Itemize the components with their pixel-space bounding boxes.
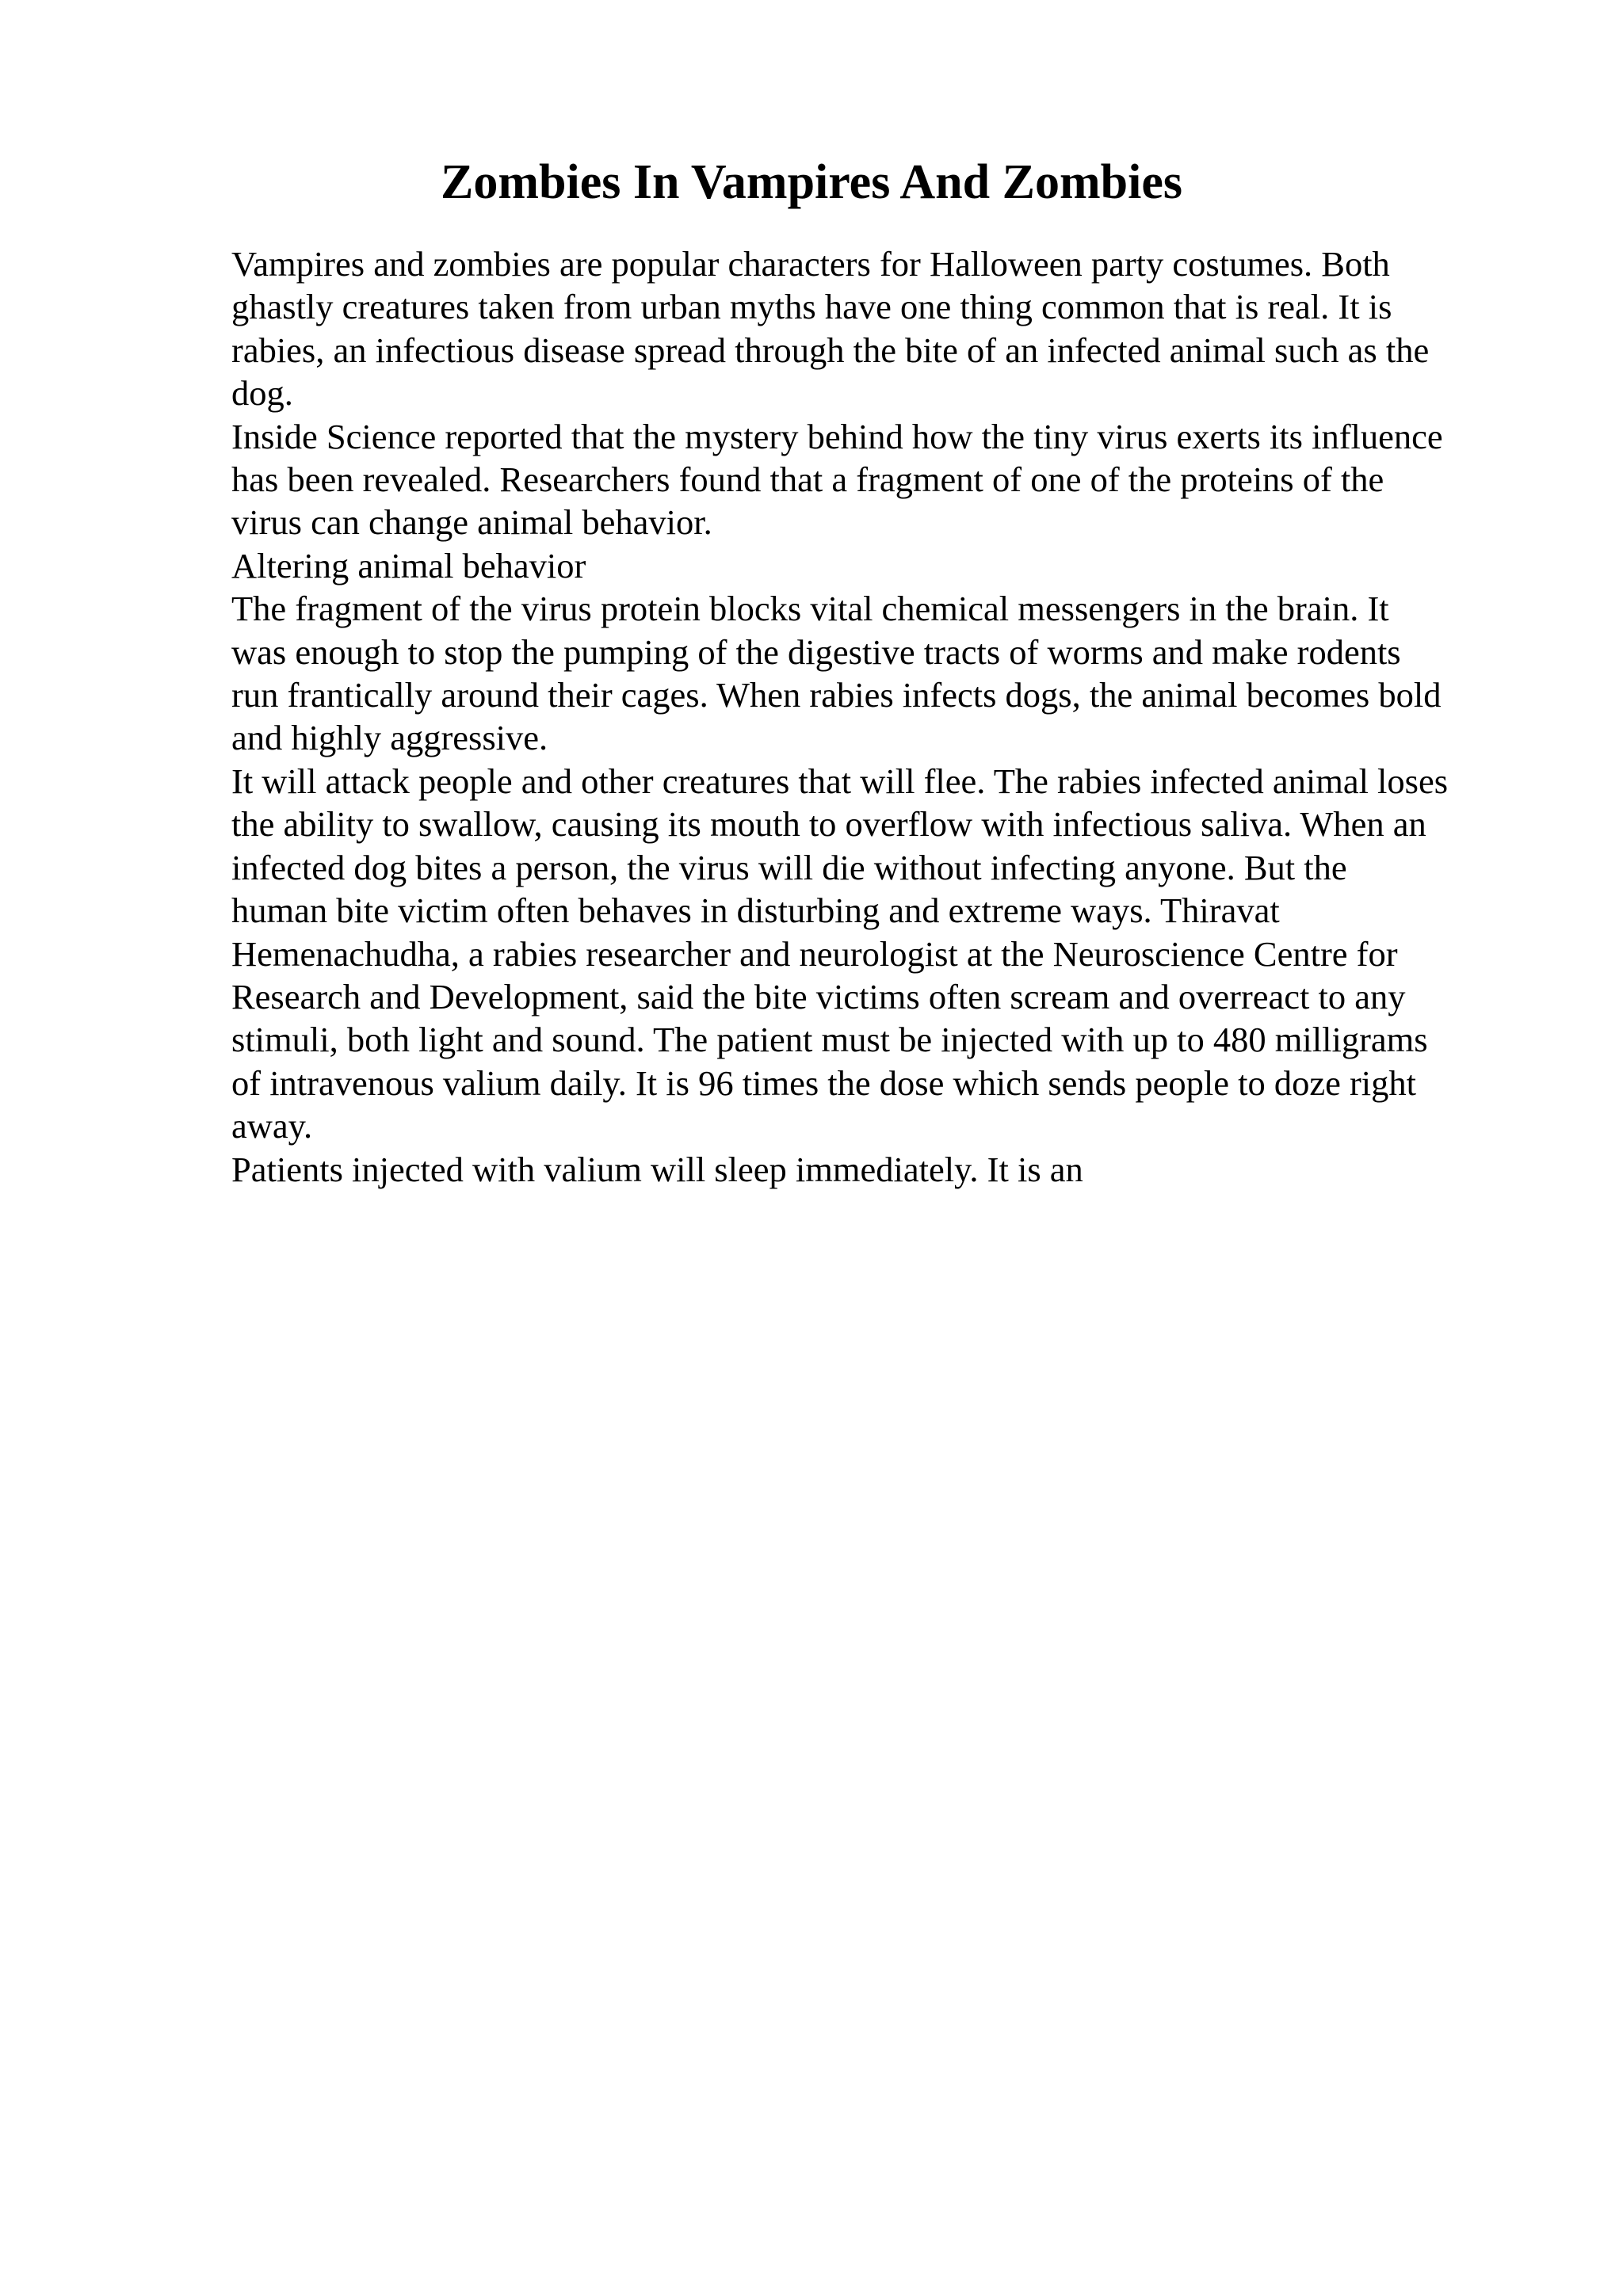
text-line: was enough to stop the pumping of the digestive tracts of worms and make rodents	[231, 631, 1401, 672]
paragraph	[231, 1148, 1594, 1191]
text-line: It will attack people and other creatures that will flee. The rabies infected animal loses	[231, 761, 1449, 801]
paragraph	[231, 544, 1594, 587]
text-line: away.	[231, 1106, 313, 1146]
text-line: Altering animal behavior	[231, 545, 586, 585]
text-line: The fragment of the virus protein blocks vital chemical messengers in the brain. It	[231, 589, 1389, 629]
text-line: dog.	[231, 373, 293, 414]
text-line: Research and Development, said the bite victims often scream and overreact to any	[231, 976, 1406, 1016]
text-line: virus can change animal behavior.	[231, 502, 712, 543]
paragraph	[231, 415, 1594, 544]
text-line: of intravenous valium daily. It is 96 times the dose which sends people to doze right	[231, 1062, 1416, 1103]
text-line: run frantically around their cages. When rabies infects dogs, the animal becomes bold	[231, 675, 1442, 715]
text-line: stimuli, both light and sound. The patient must be injected with up to 480 milligrams	[231, 1020, 1428, 1060]
text-line: infected dog bites a person, the virus will die without infecting anyone. But the	[231, 847, 1347, 887]
text-line: and highly aggressive.	[231, 718, 548, 758]
text-line: Vampires and zombies are popular characters for Halloween party costumes. Both	[231, 244, 1390, 284]
document-body	[231, 242, 1594, 1191]
text-line: Inside Science reported that the mystery behind how the tiny virus exerts its influence	[231, 416, 1443, 456]
text-line: has been revealed. Researchers found that a fragment of one of the proteins of the	[231, 460, 1384, 500]
text-line: ghastly creatures taken from urban myths have one thing common that is real. It is	[231, 287, 1392, 327]
text-line: the ability to swallow, causing its mouth to overflow with infectious saliva. When an	[231, 804, 1426, 845]
text-line: Patients injected with valium will sleep immediately. It is an	[231, 1149, 1083, 1189]
text-line: human bite victim often behaves in disturbing and extreme ways. Thiravat	[231, 891, 1280, 931]
paragraph	[231, 760, 1594, 1148]
text-line: Hemenachudha, a rabies researcher and neurologist at the Neuroscience Centre for	[231, 933, 1398, 974]
document-title: Zombies In Vampires And Zombies	[441, 155, 1182, 209]
paragraph	[231, 242, 1594, 415]
text-line: rabies, an infectious disease spread through the bite of an infected animal such as the	[231, 330, 1430, 370]
paragraph	[231, 587, 1594, 760]
